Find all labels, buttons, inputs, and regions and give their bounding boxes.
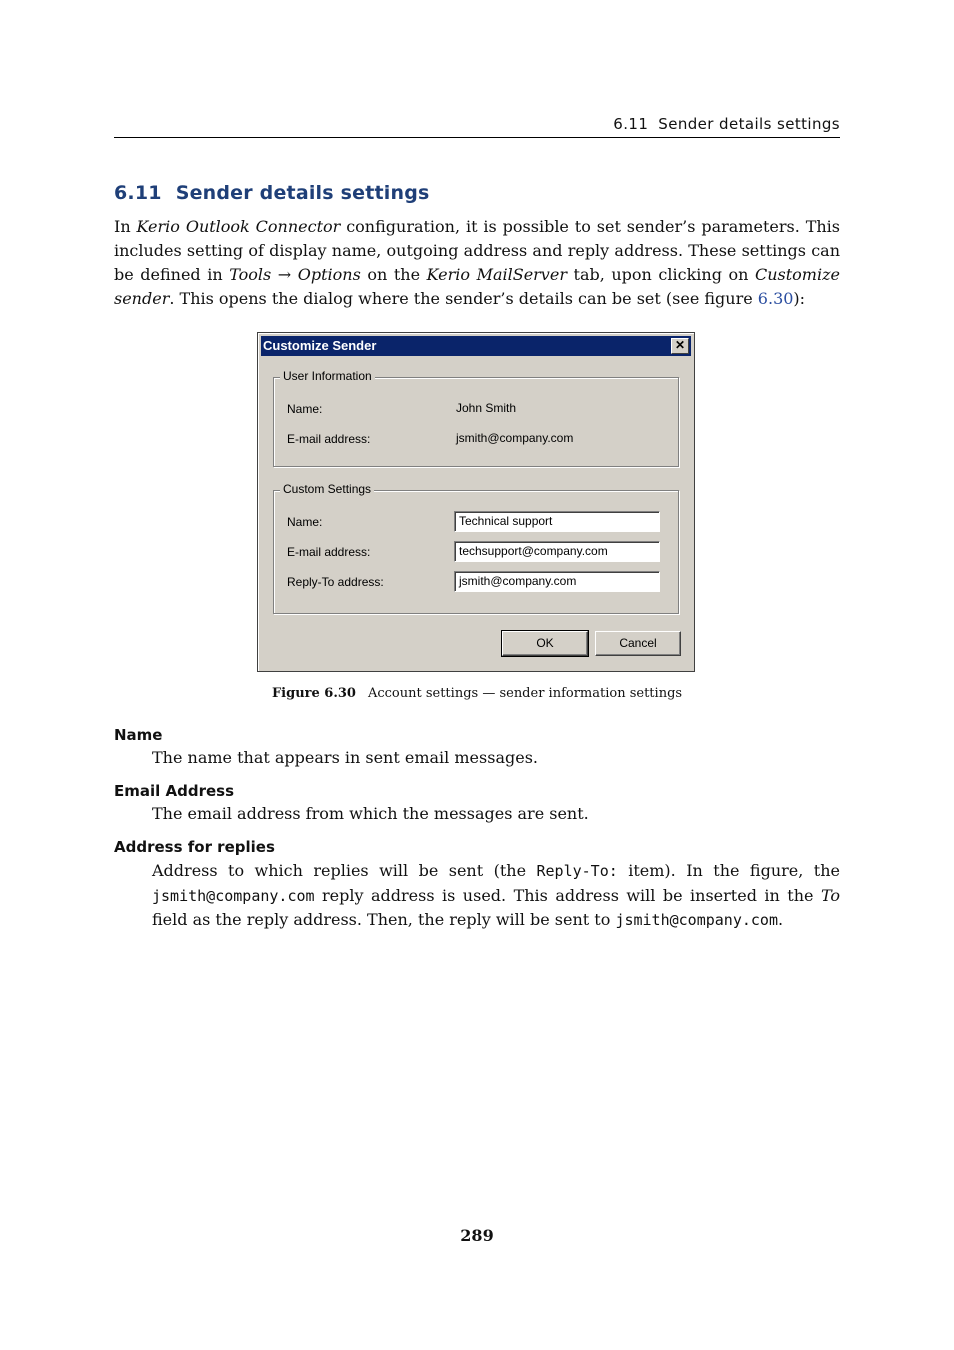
dialog-titlebar xyxy=(261,336,691,356)
page-number: 289 xyxy=(460,1226,494,1245)
custom-email-input[interactable]: techsupport@company.com xyxy=(454,541,660,562)
name-value: John Smith xyxy=(456,401,517,415)
email-value: jsmith@company.com xyxy=(456,431,574,445)
menu-arrow: → xyxy=(271,265,298,284)
group-legend: User Information xyxy=(280,369,375,383)
term-email-address: Email Address xyxy=(114,782,235,800)
desc-text: reply address is used. This address will be inserted in the xyxy=(314,885,821,905)
desc-text: field as the reply address. Then, the reply will be sent to xyxy=(152,910,616,929)
desc-text: . xyxy=(778,910,784,929)
ok-button[interactable]: OK xyxy=(502,631,588,656)
desc-emphasis: To xyxy=(820,885,840,905)
cancel-button[interactable]: Cancel xyxy=(595,631,681,656)
intro-paragraph xyxy=(114,215,840,311)
group-legend: Custom Settings xyxy=(280,482,374,496)
desc-email-address: The email address from which the messages are sent. xyxy=(152,804,589,823)
dialog-title: Customize Sender xyxy=(263,338,377,353)
intro-emphasis: Customize sender xyxy=(114,265,840,308)
term-name: Name xyxy=(114,726,163,744)
name-label: Name: xyxy=(287,402,323,416)
section-title xyxy=(114,182,430,204)
header-rule xyxy=(114,137,840,138)
desc-name: The name that appears in sent email messages. xyxy=(152,748,538,767)
term-address-for-replies: Address for replies xyxy=(114,838,275,856)
intro-text: . This opens the dialog where the sender’s details can be set (see figure xyxy=(169,289,758,308)
intro-emphasis: Options xyxy=(297,265,361,284)
figure-caption-text: Account settings — sender information settings xyxy=(367,686,683,701)
figure-label: Figure 6.30 xyxy=(271,686,356,701)
intro-emphasis: Kerio Outlook Connector xyxy=(136,217,341,236)
section-title-text: Sender details settings xyxy=(175,182,430,204)
reply-to-input[interactable]: jsmith@company.com xyxy=(454,571,660,592)
intro-emphasis: Tools xyxy=(229,265,272,284)
intro-emphasis: Kerio MailServer xyxy=(426,265,567,284)
custom-name-label: Name: xyxy=(287,515,323,529)
desc-text: item). In the figure, the xyxy=(617,861,840,880)
code-text: Reply-To: xyxy=(536,862,618,880)
custom-settings-group xyxy=(273,482,679,614)
desc-text: Address to which replies will be sent (the xyxy=(152,861,537,880)
close-icon[interactable]: ✕ xyxy=(671,338,689,354)
running-header xyxy=(114,115,840,133)
intro-text: on the xyxy=(360,265,427,284)
custom-email-label: E-mail address: xyxy=(287,545,371,559)
intro-text: ): xyxy=(793,289,806,308)
intro-text: configuration, it is possible to set sender’s parameters. This includes setting of display name, outgoing address and reply address. These settings can be defined in xyxy=(114,217,840,284)
intro-text: tab, upon clicking on xyxy=(566,265,755,284)
custom-name-input[interactable]: Technical support xyxy=(454,511,660,532)
customize-sender-dialog xyxy=(257,332,695,672)
code-text: jsmith@company.com xyxy=(152,886,315,905)
reply-to-label: Reply-To address: xyxy=(287,575,384,589)
intro-text: In xyxy=(114,217,137,236)
email-label: E-mail address: xyxy=(287,432,371,446)
figure-reference-link[interactable]: 6.30 xyxy=(757,289,794,308)
figure-caption xyxy=(0,686,954,701)
section-number: 6.11 xyxy=(114,182,162,204)
code-text: jsmith@company.com xyxy=(615,911,778,929)
user-information-group xyxy=(273,369,679,467)
desc-address-for-replies xyxy=(152,859,840,933)
running-header-title: Sender details settings xyxy=(658,115,840,133)
running-header-number: 6.11 xyxy=(613,115,649,133)
